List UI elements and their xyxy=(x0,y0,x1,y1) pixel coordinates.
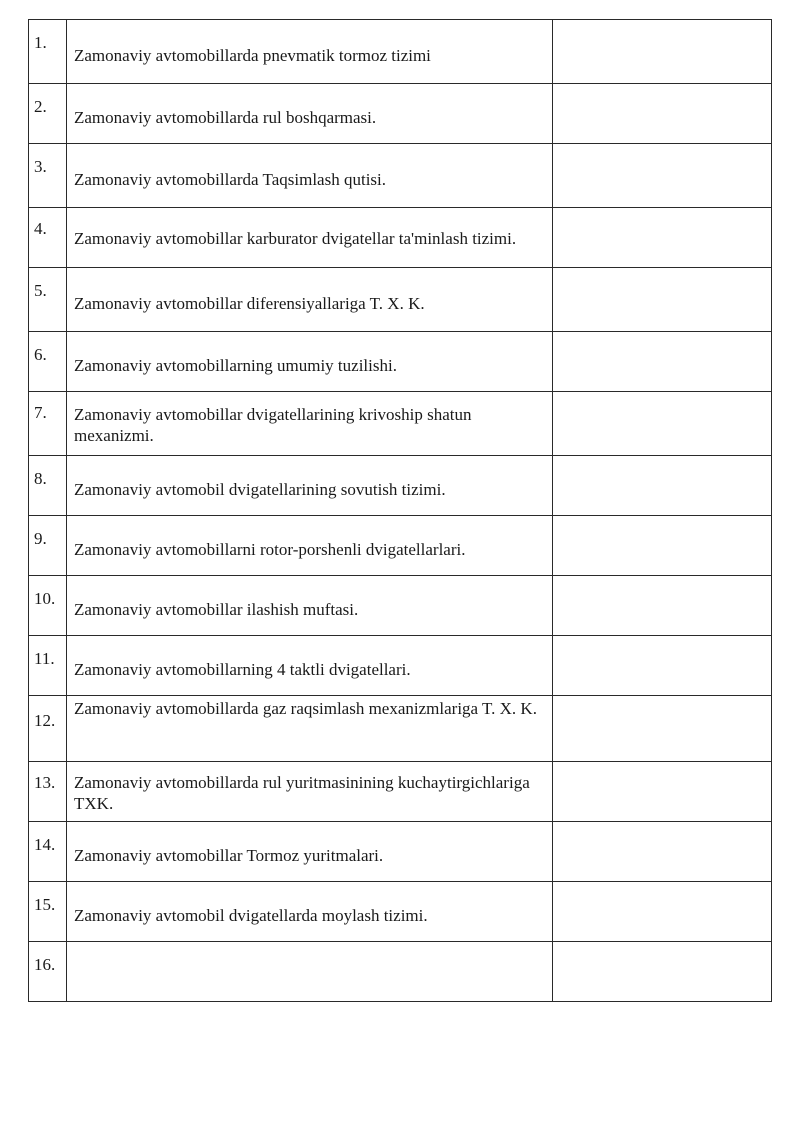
topic-title: Zamonaviy avtomobillarda rul yuritmasinining kuchaytirgichlariga TXK. xyxy=(67,762,553,822)
empty-cell xyxy=(553,208,772,268)
empty-cell xyxy=(553,392,772,456)
row-number: 12. xyxy=(29,696,67,762)
table-row xyxy=(29,942,772,1002)
empty-cell xyxy=(553,762,772,822)
empty-cell xyxy=(553,84,772,144)
topics-table xyxy=(28,19,772,1002)
row-number: 2. xyxy=(29,84,67,144)
row-number: 1. xyxy=(29,20,67,84)
table-row xyxy=(29,822,772,882)
row-number: 3. xyxy=(29,144,67,208)
topic-title: Zamonaviy avtomobil dvigatellarining sovutish tizimi. xyxy=(67,456,553,516)
empty-cell xyxy=(553,822,772,882)
topic-title: Zamonaviy avtomobil dvigatellarda moylash tizimi. xyxy=(67,882,553,942)
topic-title: Zamonaviy avtomobillarning umumiy tuzilishi. xyxy=(67,332,553,392)
table-row xyxy=(29,392,772,456)
row-number: 9. xyxy=(29,516,67,576)
table-row xyxy=(29,456,772,516)
empty-cell xyxy=(553,332,772,392)
table-row xyxy=(29,882,772,942)
topic-title: Zamonaviy avtomobillar dvigatellarining krivoship shatun mexanizmi. xyxy=(67,392,553,456)
row-number: 13. xyxy=(29,762,67,822)
topic-title: Zamonaviy avtomobillar diferensiyallariga T. X. K. xyxy=(67,268,553,332)
row-number: 15. xyxy=(29,882,67,942)
empty-cell xyxy=(553,636,772,696)
topic-title: Zamonaviy avtomobillarning 4 taktli dvigatellari. xyxy=(67,636,553,696)
table-row xyxy=(29,20,772,84)
row-number: 14. xyxy=(29,822,67,882)
topics-sheet xyxy=(28,19,771,1002)
empty-cell xyxy=(553,882,772,942)
row-number: 10. xyxy=(29,576,67,636)
table-row xyxy=(29,696,772,762)
empty-cell xyxy=(553,456,772,516)
empty-cell xyxy=(553,942,772,1002)
row-number: 6. xyxy=(29,332,67,392)
topic-title: Zamonaviy avtomobillarda rul boshqarmasi. xyxy=(67,84,553,144)
empty-cell xyxy=(553,268,772,332)
topic-title xyxy=(67,942,553,1002)
table-row xyxy=(29,636,772,696)
row-number: 8. xyxy=(29,456,67,516)
topic-title: Zamonaviy avtomobillar karburator dvigatellar ta'minlash tizimi. xyxy=(67,208,553,268)
topic-title: Zamonaviy avtomobillar ilashish muftasi. xyxy=(67,576,553,636)
topic-title: Zamonaviy avtomobillarni rotor-porshenli dvigatellarlari. xyxy=(67,516,553,576)
empty-cell xyxy=(553,516,772,576)
table-row xyxy=(29,762,772,822)
empty-cell xyxy=(553,576,772,636)
topic-title: Zamonaviy avtomobillarda pnevmatik tormoz tizimi xyxy=(67,20,553,84)
table-row xyxy=(29,144,772,208)
table-row xyxy=(29,268,772,332)
topic-title: Zamonaviy avtomobillarda gaz raqsimlash mexanizmlariga T. X. K. xyxy=(67,696,553,762)
table-row xyxy=(29,332,772,392)
empty-cell xyxy=(553,696,772,762)
row-number: 5. xyxy=(29,268,67,332)
table-row xyxy=(29,84,772,144)
table-row xyxy=(29,208,772,268)
row-number: 7. xyxy=(29,392,67,456)
row-number: 11. xyxy=(29,636,67,696)
topic-title: Zamonaviy avtomobillar Tormoz yuritmalari. xyxy=(67,822,553,882)
topic-title: Zamonaviy avtomobillarda Taqsimlash qutisi. xyxy=(67,144,553,208)
row-number: 4. xyxy=(29,208,67,268)
table-row xyxy=(29,516,772,576)
row-number: 16. xyxy=(29,942,67,1002)
empty-cell xyxy=(553,20,772,84)
table-row xyxy=(29,576,772,636)
empty-cell xyxy=(553,144,772,208)
